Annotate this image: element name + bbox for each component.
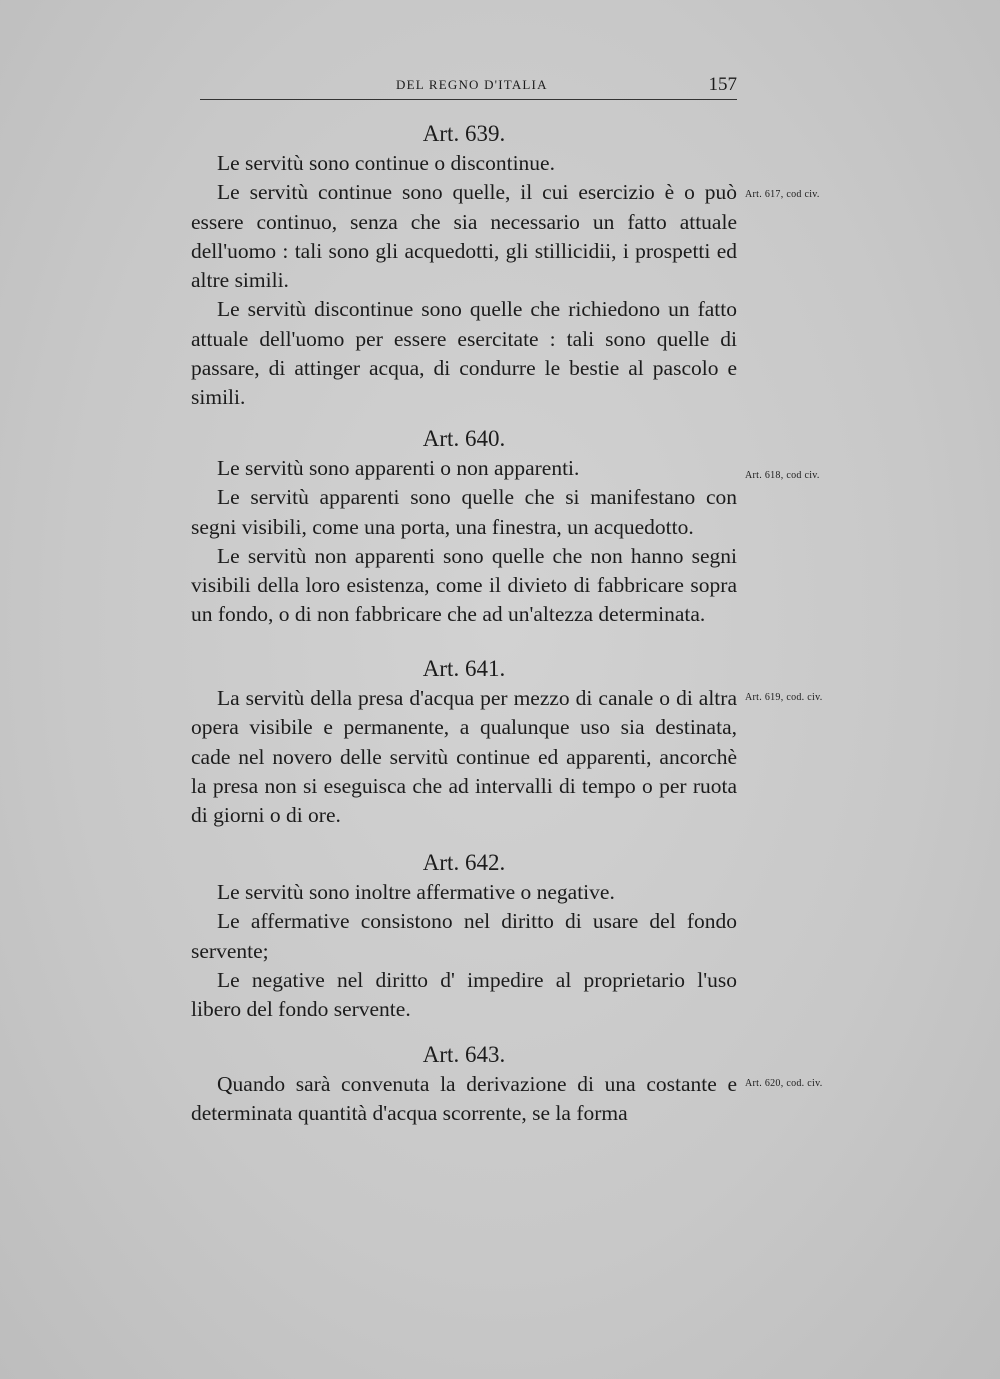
article-640	[191, 424, 737, 630]
article-paragraph: La servitù della presa d'acqua per mezzo di canale o di altra opera visibile e permanente, a qualunque uso sia destinata, cade nel novero delle servitù continue ed apparenti, ancorchè la presa non si eseguisca che ad intervalli di tempo o per ruota di giorni o di ore.	[191, 686, 737, 828]
article-paragraph: Le affermative consistono nel diritto di usare del fondo servente;	[191, 909, 737, 963]
article-heading: Art. 639.	[422, 121, 506, 146]
article-643	[191, 1040, 737, 1129]
article-paragraph: Le servitù non apparenti sono quelle che non hanno segni visibili della loro esistenza, come il divieto di fabbricare sopra un fondo, o di non fabbricare che ad un'altezza determinata.	[191, 543, 737, 627]
header-rule	[200, 99, 737, 100]
article-heading: Art. 641.	[422, 656, 506, 681]
margin-note-641: Art. 619, cod. civ.	[745, 692, 823, 703]
article-paragraph: Le servitù sono apparenti o non apparenti.	[217, 456, 580, 480]
article-paragraph: Le servitù sono inoltre affermative o negative.	[217, 880, 615, 904]
article-paragraph: Le servitù continue sono quelle, il cui esercizio è o può essere continuo, senza che sia necessario un fatto attuale dell'uomo : tali sono gli acquedotti, gli stillicidii, i prospetti ed altre simili.	[191, 180, 737, 293]
margin-note-640: Art. 618, cod civ.	[745, 470, 820, 481]
article-639	[191, 119, 737, 413]
running-header	[200, 74, 737, 102]
article-paragraph: Le negative nel diritto d' impedire al proprietario l'uso libero del fondo servente.	[191, 967, 737, 1022]
article-heading: Art. 643.	[422, 1042, 506, 1067]
article-paragraph: Le servitù sono continue o discontinue.	[217, 151, 555, 175]
article-heading: Art. 642.	[422, 850, 506, 875]
article-paragraph: Le servitù discontinue sono quelle che richiedono un fatto attuale dell'uomo per essere esercitate : tali sono quelle di passare, di attinger acqua, di condurre le bestie al pascolo e simili.	[191, 297, 737, 410]
article-paragraph: Quando sarà convenuta la derivazione di una costante e determinata quantità d'acqua scorrente, se la forma	[191, 1072, 737, 1126]
margin-note-639: Art. 617, cod civ.	[745, 189, 820, 200]
article-heading: Art. 640.	[422, 426, 506, 451]
article-paragraph: Le servitù apparenti sono quelle che si manifestano con segni visibili, come una porta, una finestra, un acquedotto.	[191, 485, 737, 539]
article-641	[191, 654, 737, 830]
article-642	[191, 848, 737, 1024]
page-number: 157	[708, 74, 737, 95]
running-title: DEL REGNO D'ITALIA	[396, 77, 548, 92]
margin-note-643: Art. 620, cod. civ.	[745, 1078, 823, 1089]
